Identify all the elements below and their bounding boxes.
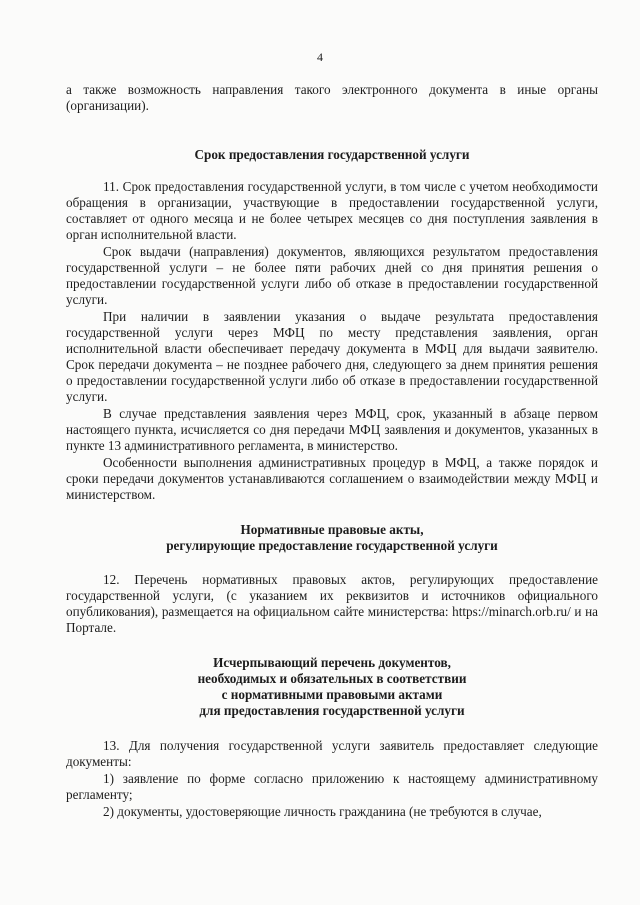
paragraph-13: 13. Для получения государственной услуги заявитель предоставляет следующие документы:	[66, 738, 598, 769]
paragraph-13-item-2: 2) документы, удостоверяющие личность гражданина (не требуются в случае,	[103, 804, 542, 819]
heading-documents-line-2: необходимых и обязательных в соответствии	[197, 671, 467, 686]
heading-acts-line-2: регулирующие предоставление государственной услуги	[166, 538, 498, 553]
heading-term: Срок предоставления государственной услуги	[194, 147, 470, 162]
heading-acts	[66, 522, 598, 554]
heading-documents-line-1: Исчерпывающий перечень документов,	[213, 655, 451, 670]
heading-acts-line-1: Нормативные правовые акты,	[240, 522, 424, 537]
paragraph-13-item-1: 1) заявление по форме согласно приложению к настоящему административному регламенту;	[66, 771, 598, 802]
paragraph-11-features: Особенности выполнения административных процедур в МФЦ, а также порядок и сроки передачи документов устанавливаются соглашением о взаимодействии между МФЦ и министерством.	[66, 455, 598, 502]
document-body	[66, 82, 598, 820]
heading-documents-line-3: с нормативными правовыми актами	[221, 687, 443, 702]
paragraph-11-issue: Срок выдачи (направления) документов, являющихся результатом предоставления государственной услуги – не более пяти рабочих дней со дня принятия решения о предоставлении государственной услуги либо об отказе в предоставлении государственной услуги.	[66, 244, 598, 307]
paragraph-12: 12. Перечень нормативных правовых актов, регулирующих предоставление государственной услуги, (с указанием их реквизитов и источников официального опубликования), размещается на официальном сайте министерства: https://minarch.orb.ru/ и на Портале.	[66, 572, 598, 635]
paragraph-11-mfc: При наличии в заявлении указания о выдаче результата предоставления государственной услуги через МФЦ по месту представления заявления, орган исполнительной власти обеспечивает передачу документа в МФЦ для выдачи заявителю. Срок передачи документа – не позднее рабочего дня, следующего за днем принятия решения о предоставлении государственной услуги либо об отказе в предоставлении государственной услуги.	[66, 309, 598, 404]
paragraph-intro: а также возможность направления такого электронного документа в иные органы (организации).	[66, 82, 598, 113]
page-number: 4	[317, 50, 323, 64]
heading-documents-line-4: для предоставления государственной услуги	[199, 703, 465, 718]
heading-documents	[66, 655, 598, 719]
paragraph-11-case: В случае представления заявления через МФЦ, срок, указанный в абзаце первом настоящего пункта, исчисляется со дня передачи МФЦ заявления и документов, указанных в пункте 13 административного регламента, в министерство.	[66, 406, 598, 453]
paragraph-11: 11. Срок предоставления государственной услуги, в том числе с учетом необходимости обращения в организации, участвующие в предоставлении государственной услуги, составляет от одного месяца и не более четырех месяцев со дня поступления заявления в орган исполнительной власти.	[66, 179, 598, 242]
